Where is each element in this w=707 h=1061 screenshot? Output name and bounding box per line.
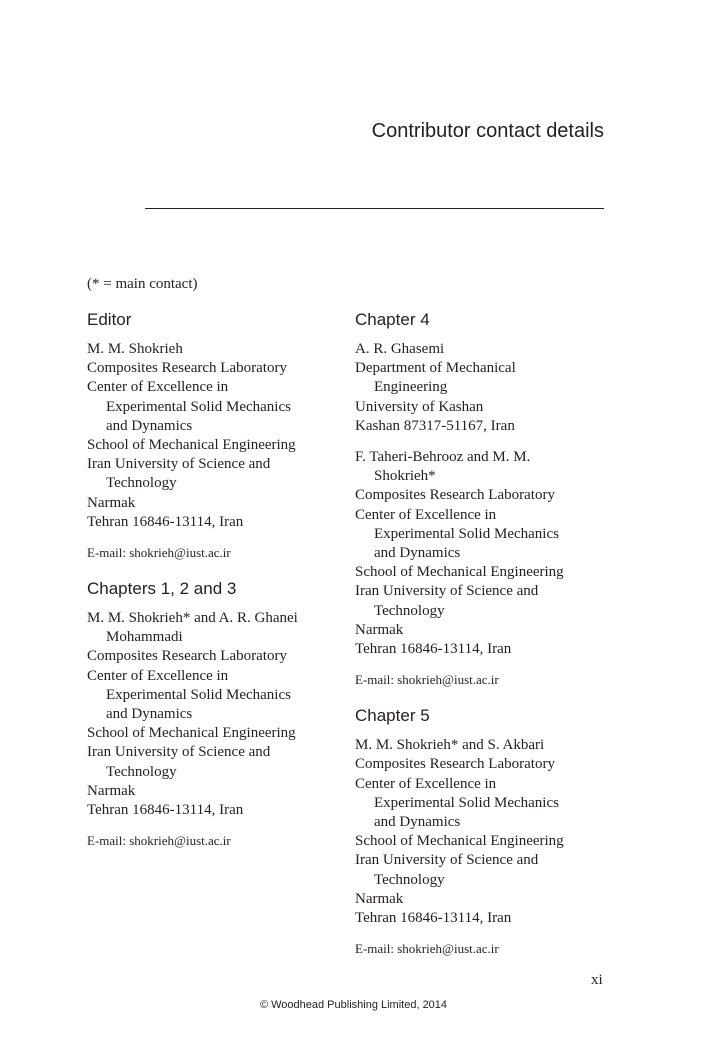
address-line: Tehran 16846-13114, Iran [355,910,512,927]
address-line: M. M. Shokrieh* and A. R. Ghanei [87,610,298,627]
right-column [355,309,615,974]
address-line: Composites Research Laboratory [87,360,287,377]
address-line: and Dynamics [106,417,193,434]
address-line: F. Taheri-Behrooz and M. M. [355,449,531,466]
email-address: E-mail: shokrieh@iust.ac.ir [87,833,231,849]
page-number: xi [591,972,603,988]
address-line: School of Mechanical Engineering [355,833,564,850]
email-address: E-mail: shokrieh@iust.ac.ir [355,672,499,688]
address-line: Center of Excellence in [87,379,229,396]
address-line: and Dynamics [374,545,461,562]
address-line: Narmak [355,890,404,907]
address-line: Experimental Solid Mechanics [106,686,291,703]
contact-entry [355,340,615,436]
address-line: A. R. Ghasemi [355,341,445,357]
address-line: Center of Excellence in [87,667,229,684]
address-line: School of Mechanical Engineering [355,564,564,581]
section-heading: Editor [87,310,132,329]
address-line: Iran University of Science and [355,852,539,869]
address-line: Mohammadi [106,629,183,646]
title-rule [145,208,604,209]
address-line: Center of Excellence in [355,506,497,523]
address-line: School of Mechanical Engineering [87,437,296,454]
address-line: Composites Research Laboratory [87,648,287,665]
address-line: and Dynamics [374,814,461,831]
contact-entry [87,609,337,850]
address-line: M. M. Shokrieh [87,341,183,357]
address-line: University of Kashan [355,398,484,415]
address-line: Technology [106,763,177,780]
address-line: Kashan 87317-51167, Iran [355,417,515,434]
left-column [87,309,337,866]
address-line: and Dynamics [106,706,193,723]
address-line: Tehran 16846-13114, Iran [87,802,244,819]
contact-section [87,309,337,562]
copyright-footer: © Woodhead Publishing Limited, 2014 [259,999,448,1011]
address-line: Experimental Solid Mechanics [374,525,559,542]
email-address: E-mail: shokrieh@iust.ac.ir [355,941,499,957]
email-address: E-mail: shokrieh@iust.ac.ir [87,545,231,561]
page-title: Contributor contact details [371,120,604,142]
contact-entry [355,736,615,958]
address-line: Experimental Solid Mechanics [106,398,291,415]
section-heading: Chapters 1, 2 and 3 [87,579,237,599]
address-line: Tehran 16846-13114, Iran [87,513,244,530]
address-line: Experimental Solid Mechanics [374,794,559,811]
address-line: Iran University of Science and [87,744,271,761]
contact-section [355,309,615,689]
contact-entry [355,448,615,689]
address-line: Narmak [87,782,136,799]
main-contact-note: (* = main contact) [87,276,198,292]
address-line: Technology [374,871,445,888]
address-line: Department of Mechanical [355,360,516,377]
address-line: Narmak [355,621,404,638]
address-line: Narmak [87,494,136,511]
contact-entry [87,340,337,562]
section-heading: Chapter 4 [355,310,430,329]
address-line: Composites Research Laboratory [355,756,555,773]
address-line: Composites Research Laboratory [355,487,555,504]
contact-section [87,578,337,850]
address-line: M. M. Shokrieh* and S. Akbari [355,737,545,754]
address-line: School of Mechanical Engineering [87,725,296,742]
address-line: Iran University of Science and [355,583,539,600]
address-line: Center of Excellence in [355,775,497,792]
address-line: Technology [374,602,445,619]
address-line: Iran University of Science and [87,456,271,473]
address-line: Engineering [374,379,448,396]
contact-section [355,705,615,958]
address-line: Tehran 16846-13114, Iran [355,641,512,658]
address-line: Shokrieh* [374,468,436,485]
address-line: Technology [106,475,177,492]
section-heading: Chapter 5 [355,706,430,726]
